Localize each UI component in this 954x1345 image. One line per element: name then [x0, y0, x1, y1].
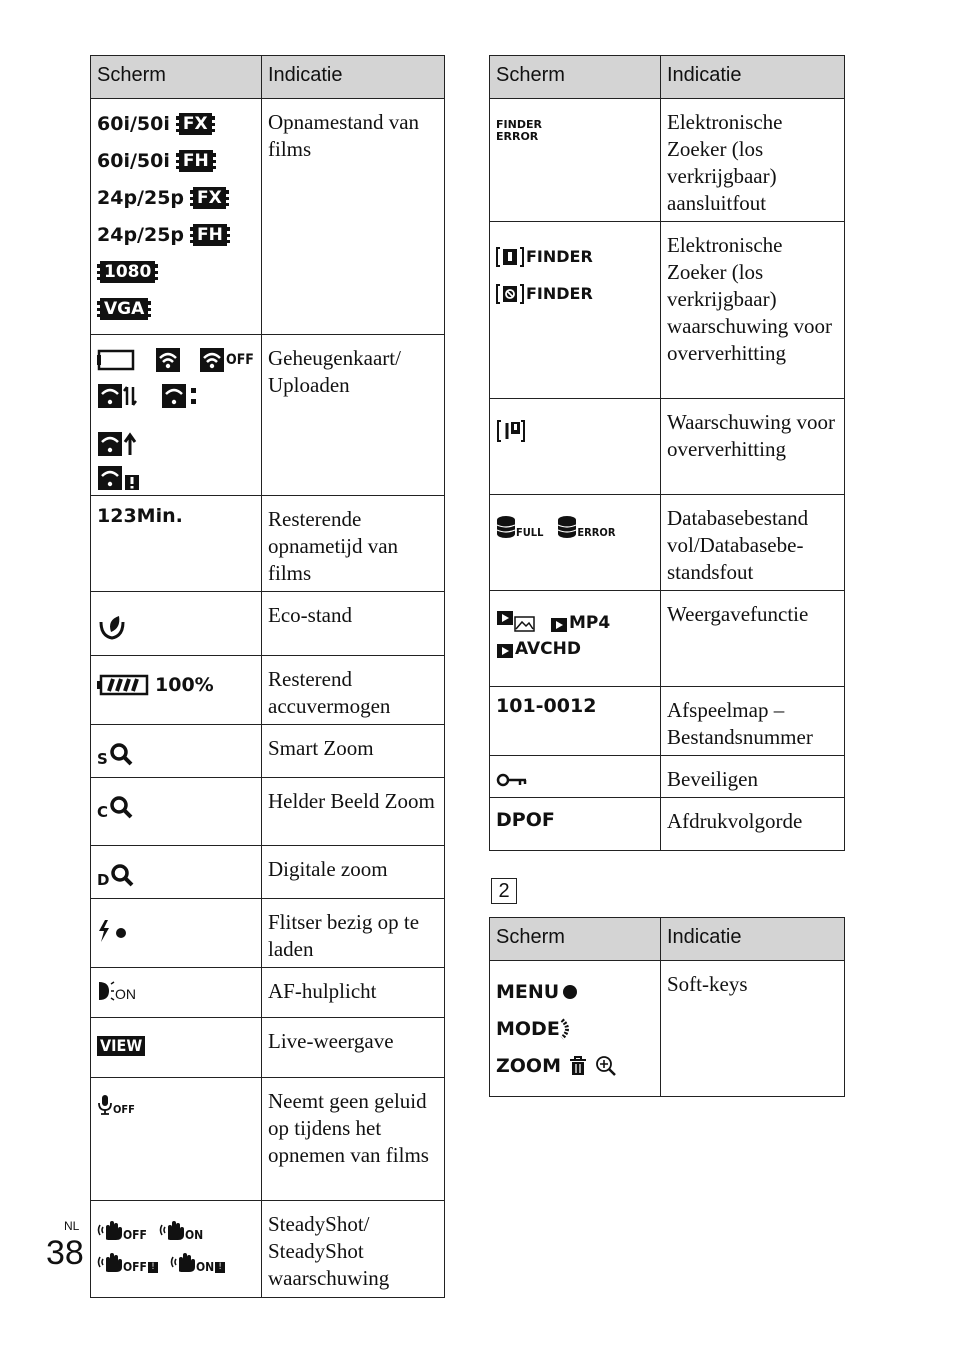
- database-error-icon: [557, 515, 577, 539]
- row-description: Flitser bezig op te laden: [262, 899, 445, 968]
- zoom-label: ZOOM: [496, 1054, 561, 1077]
- fh-badge: FH: [176, 150, 216, 172]
- view-badge: VIEW: [97, 1036, 145, 1056]
- clear-zoom-letter: C: [97, 802, 109, 821]
- finder-overheat-icon: [496, 246, 524, 268]
- trash-icon: [569, 1056, 587, 1076]
- table-row: [490, 222, 845, 399]
- vga-badge: VGA: [97, 298, 151, 320]
- full-label: FULL: [516, 526, 544, 539]
- protect-key-icon: [496, 772, 528, 788]
- card-wifi-icons: [91, 335, 262, 496]
- format-label: 60i/50i: [97, 149, 170, 172]
- table-row: [91, 1018, 445, 1078]
- finder-error-line2: ERROR: [496, 130, 539, 143]
- still-playback-icon: [496, 609, 536, 633]
- row-description: Waarschuwing voor oververhitting: [661, 399, 845, 495]
- on-label: ON: [184, 1228, 204, 1242]
- table-row: [91, 1201, 445, 1298]
- header-screen: Scherm: [490, 918, 661, 961]
- table-header-row: [490, 56, 845, 99]
- finder-label: FINDER: [526, 247, 593, 266]
- remaining-time-cell: [91, 496, 262, 592]
- format-label: 24p/25p: [97, 186, 185, 209]
- steadyshot-off-warning-icon: [97, 1251, 123, 1273]
- finder-error-cell: [490, 99, 661, 222]
- header-indication: Indicatie: [661, 918, 845, 961]
- row-description: Afdrukvolgorde: [661, 798, 845, 851]
- eco-icon: [97, 612, 127, 642]
- steadyshot-cell: OFF ON OFF ! ON !: [91, 1201, 262, 1298]
- af-illuminator-on-icon: [97, 980, 115, 1002]
- wifi-icon: [155, 347, 181, 373]
- table-row: [91, 846, 445, 899]
- table-row: [490, 99, 845, 222]
- row-description: Resterend accuvermogen: [262, 656, 445, 725]
- left-indicator-table: [90, 55, 445, 1298]
- on-label: ON: [195, 1260, 215, 1274]
- row-description: Beveiligen: [661, 756, 845, 798]
- table-row: [91, 725, 445, 778]
- row-description: Elektronische Zoeker (los verkrijgbaar) aansluitfout: [661, 99, 845, 222]
- row-description: Live-weergave: [262, 1018, 445, 1078]
- finder-label: FINDER: [526, 284, 593, 303]
- steadyshot-on-icon: [159, 1219, 185, 1241]
- folder-file-number: 101-0012: [496, 695, 597, 717]
- database-full-icon: [496, 515, 516, 539]
- row-description: Afspeelmap – Bestandsnummer: [661, 687, 845, 756]
- row-description: Geheugenkaart/ Uploaden: [262, 335, 445, 496]
- smart-zoom-icon: [109, 742, 133, 766]
- digital-zoom-icon: [110, 863, 134, 887]
- page-number: 38: [46, 1234, 84, 1272]
- smart-zoom-letter: S: [97, 749, 108, 768]
- wifi-pending-icon: [161, 383, 199, 409]
- row-description: Digitale zoom: [262, 846, 445, 899]
- table-row: [91, 899, 445, 968]
- mp4-playback-icon: [550, 617, 568, 633]
- live-view-cell: [91, 1018, 262, 1078]
- row-description: Eco-stand: [262, 592, 445, 656]
- remaining-time-label: 123Min.: [97, 505, 183, 527]
- row-description: Smart Zoom: [262, 725, 445, 778]
- table-row: [91, 968, 445, 1018]
- format-label: 60i/50i: [97, 112, 170, 135]
- table-header-row: [91, 56, 445, 99]
- wifi-upload-icon: [97, 431, 137, 457]
- movie-format-icons: [91, 99, 262, 335]
- mode-label: MODE: [496, 1017, 560, 1040]
- overheat-cell: [490, 399, 661, 495]
- mic-off-icon: [97, 1094, 113, 1116]
- table-row: [91, 335, 445, 496]
- finder-error-line1: FINDER: [496, 118, 542, 131]
- header-screen: Scherm: [91, 56, 262, 99]
- digital-zoom-letter: D: [97, 870, 110, 889]
- table-row: [91, 656, 445, 725]
- steadyshot-on-warning-icon: [170, 1251, 196, 1273]
- clear-image-zoom-icon: [109, 795, 133, 819]
- finder-overheat-blocked-icon: [496, 283, 524, 305]
- off-label: OFF: [113, 1103, 135, 1116]
- eco-cell: [91, 592, 262, 656]
- header-indication: Indicatie: [262, 56, 445, 99]
- clear-zoom-cell: [91, 778, 262, 846]
- table-row: [490, 399, 845, 495]
- avchd-label: AVCHD: [515, 639, 581, 659]
- fx-badge: FX: [190, 187, 229, 209]
- header-indication: Indicatie: [661, 56, 845, 99]
- wifi-off-icon: [199, 347, 225, 373]
- error-label: ERROR: [577, 526, 616, 539]
- row-description: Neemt geen geluid op tijdens het opnemen van films: [262, 1078, 445, 1201]
- control-wheel-icon: [560, 1018, 574, 1040]
- row-description: Databasebestand vol/Databasebe-standsfout: [661, 495, 845, 591]
- memory-card-icon: [97, 349, 137, 371]
- avchd-playback-icon: [496, 643, 514, 659]
- protect-cell: [490, 756, 661, 798]
- off-label: OFF: [123, 1228, 147, 1242]
- header-screen: Scherm: [490, 56, 661, 99]
- row-description: Weergavefunctie: [661, 591, 845, 687]
- flash-charging-icon: [97, 919, 129, 943]
- table-row: [490, 798, 845, 851]
- af-illuminator-cell: [91, 968, 262, 1018]
- row-description: Resterende opnametijd van films: [262, 496, 445, 592]
- zoom-in-icon: [595, 1055, 617, 1077]
- table-row: [490, 961, 845, 1097]
- table-header-row: [490, 918, 845, 961]
- steadyshot-off-icon: [97, 1219, 123, 1241]
- table-row: [490, 687, 845, 756]
- digital-zoom-cell: [91, 846, 262, 899]
- fh-badge: FH: [190, 224, 230, 246]
- table-row: [91, 592, 445, 656]
- folder-file-cell: [490, 687, 661, 756]
- dpof-cell: [490, 798, 661, 851]
- row-description: Opnamestand van films: [262, 99, 445, 335]
- center-button-icon: [562, 984, 578, 1000]
- table-row: [91, 1078, 445, 1201]
- overheat-warning-icon: [496, 419, 526, 443]
- wifi-transfer-icon: [97, 383, 139, 409]
- right-indicator-table: [489, 55, 845, 851]
- playback-cell: [490, 591, 661, 687]
- menu-label: MENU: [496, 980, 560, 1003]
- row-description: Elektronische Zoeker (los verkrijgbaar) waarschuwing voor oververhitting: [661, 222, 845, 399]
- flash-cell: [91, 899, 262, 968]
- on-label: ON: [115, 986, 136, 1002]
- table-row: [490, 591, 845, 687]
- 1080-badge: 1080: [97, 261, 158, 283]
- battery-icon: [97, 674, 149, 696]
- dpof-label: DPOF: [496, 809, 555, 831]
- battery-cell: [91, 656, 262, 725]
- row-description: AF-hulplicht: [262, 968, 445, 1018]
- off-label: OFF: [123, 1260, 147, 1274]
- wifi-error-icon: [97, 465, 141, 491]
- row-description: Soft-keys: [661, 961, 845, 1097]
- fx-badge: FX: [176, 113, 215, 135]
- row-description: SteadyShot/ SteadyShot waarschuwing: [262, 1201, 445, 1298]
- table-row: [91, 496, 445, 592]
- smart-zoom-cell: [91, 725, 262, 778]
- table-row: [490, 756, 845, 798]
- page-language: NL: [64, 1219, 80, 1233]
- off-label: OFF: [226, 352, 254, 368]
- mic-off-cell: [91, 1078, 262, 1201]
- softkeys-table: [489, 917, 845, 1097]
- finder-overheat-cell: [490, 222, 661, 399]
- table-row: [91, 99, 445, 335]
- table-row: [490, 495, 845, 591]
- table-row: [91, 778, 445, 846]
- softkeys-cell: [490, 961, 661, 1097]
- format-label: 24p/25p: [97, 223, 185, 246]
- mp4-label: MP4: [569, 613, 611, 633]
- section-number: 2: [491, 878, 517, 904]
- row-description: Helder Beeld Zoom: [262, 778, 445, 846]
- battery-percent: 100%: [155, 673, 214, 696]
- database-cell: [490, 495, 661, 591]
